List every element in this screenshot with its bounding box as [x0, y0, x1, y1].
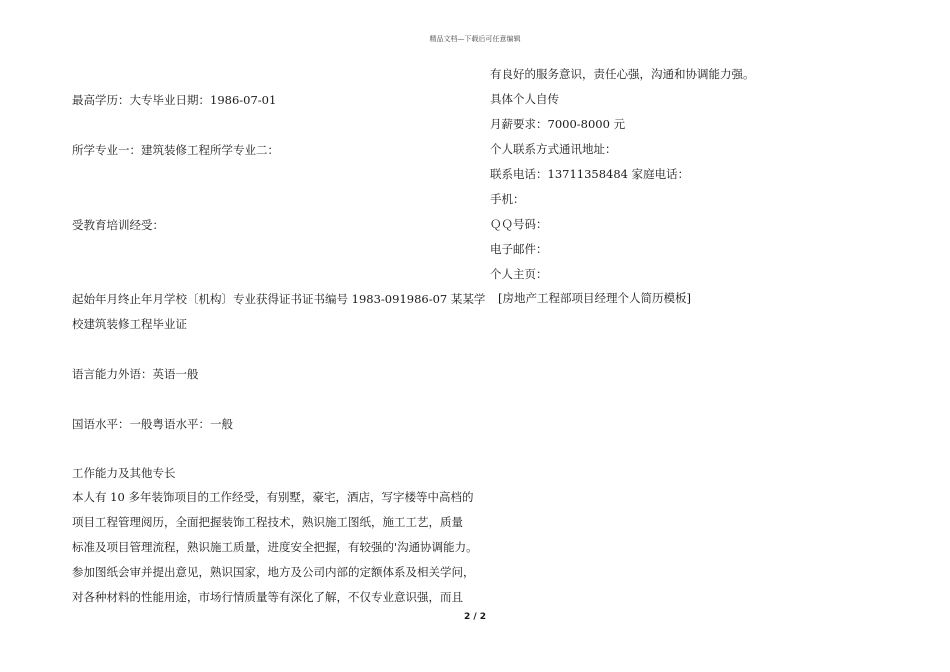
skills-line-1: 本人有 10 多年装饰项目的工作经受，有别墅，豪宅，酒店，写字楼等中高档的 — [72, 490, 474, 504]
language-line: 语言能力外语：英语一般 — [72, 367, 199, 381]
mobile-line: 手机： — [490, 192, 525, 206]
skills-line-3: 标准及项目管理流程，熟识施工质量，进度安全把握，有较强的'沟通协调能力。 — [72, 540, 478, 554]
skills-line-5: 对各种材料的性能用途，市场行情质量等有深化了解，不仅专业意识强，而且 — [72, 590, 463, 604]
autobiography-line: 具体个人自传 — [490, 92, 559, 106]
email-line: 电子邮件： — [490, 242, 548, 256]
education-line: 最高学历：大专毕业日期：1986-07-01 — [72, 93, 277, 107]
training-heading: 受教育培训经受： — [72, 218, 164, 232]
service-line: 有良好的服务意识，责任心强，沟通和协调能力强。 — [490, 67, 755, 81]
template-title-line: [房地产工程部项目经理个人简历模板] — [498, 291, 691, 305]
skills-line-4: 参加图纸会审并提出意见，熟识国家，地方及公司内部的定额体系及相关学问， — [72, 565, 475, 579]
homepage-line: 个人主页： — [490, 267, 548, 281]
skills-heading: 工作能力及其他专长 — [72, 466, 176, 480]
address-line: 个人联系方式通讯地址： — [490, 142, 617, 156]
major-line: 所学专业一：建筑装修工程所学专业二： — [72, 143, 279, 157]
skills-line-2: 项目工程管理阅历，全面把握装饰工程技术，熟识施工图纸，施工工艺，质量 — [72, 515, 463, 529]
salary-line: 月薪要求：7000-8000 元 — [490, 117, 626, 131]
page-header: 精品文档—下载后可任意编辑 — [429, 35, 521, 43]
page-number: 2 / 2 — [463, 612, 487, 622]
training-line-1: 起始年月终止年月学校〔机构〕专业获得证书证书编号 1983-091986-07 某某学 — [72, 292, 486, 306]
phone-line: 联系电话：13711358484 家庭电话： — [490, 167, 690, 181]
dialect-line: 国语水平：一般粤语水平：一般 — [72, 417, 233, 431]
qq-line: ＱＱ号码： — [490, 217, 548, 231]
training-line-2: 校建筑装修工程毕业证 — [72, 317, 187, 331]
